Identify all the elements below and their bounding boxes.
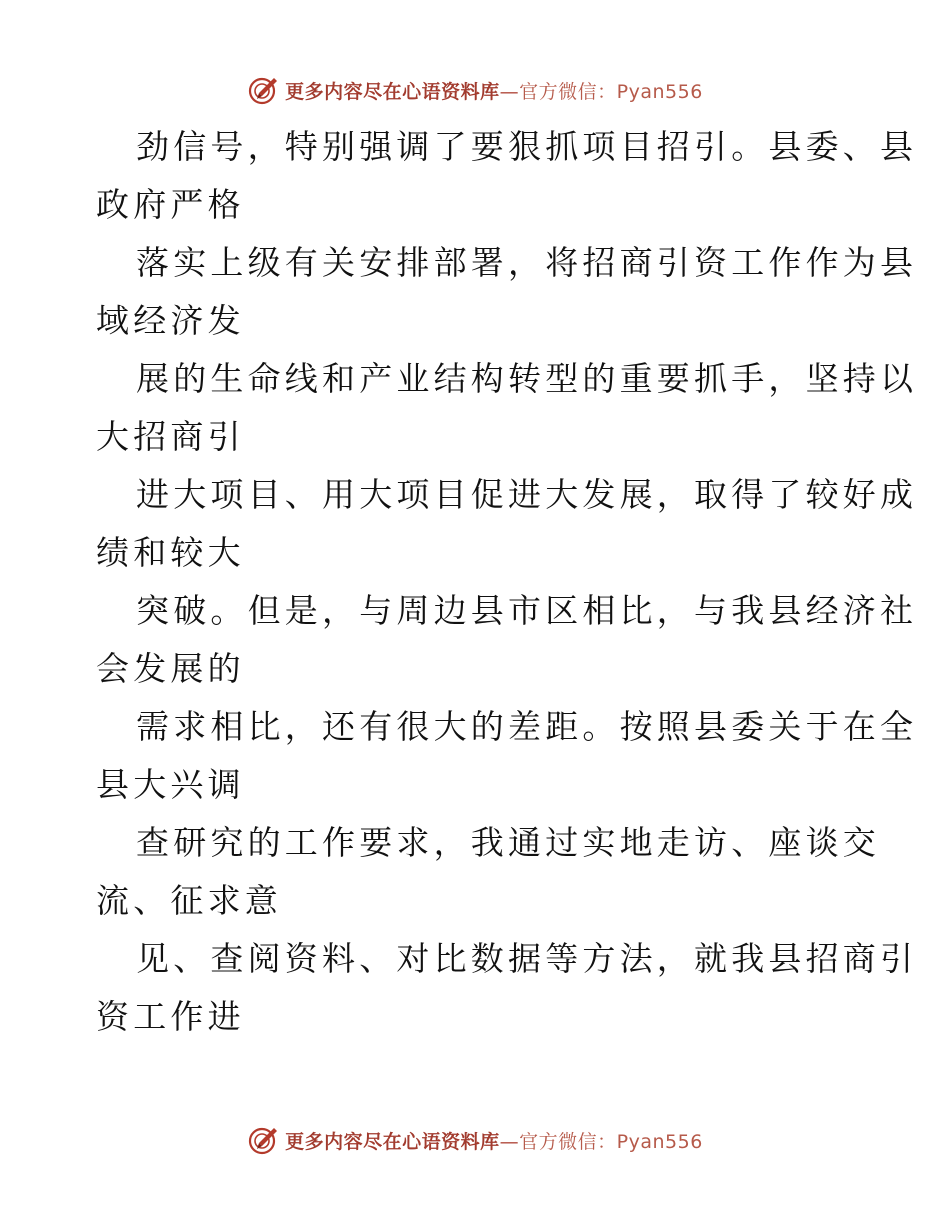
line-main: 见、查阅资料、对比数据等方法，就我县招商引 xyxy=(136,939,918,978)
line-main: 需求相比，还有很大的差距。按照县委关于在全 xyxy=(136,707,918,746)
footer-banner xyxy=(0,1120,950,1160)
text-line xyxy=(96,466,918,582)
text-line xyxy=(96,698,918,814)
header-banner xyxy=(0,70,950,110)
text-line xyxy=(96,118,918,234)
footer-banner-sep: — xyxy=(499,1130,520,1153)
line-main: 展的生命线和产业结构转型的重要抓手，坚持以 xyxy=(136,359,918,398)
brand-logo-icon xyxy=(247,1123,281,1157)
footer-banner-wechat: 官方微信：Pyan556 xyxy=(519,1130,703,1153)
brand-logo-icon xyxy=(247,73,281,107)
line-main: 进大项目、用大项目促进大发展，取得了较好成 xyxy=(136,475,918,514)
line-main: 落实上级有关安排部署，将招商引资工作作为县 xyxy=(136,243,918,282)
text-line xyxy=(96,350,918,466)
header-banner-text xyxy=(285,77,703,104)
line-wrap: 流、征求意 xyxy=(96,881,282,920)
line-wrap: 大招商引 xyxy=(96,417,245,456)
line-main: 劲信号，特别强调了要狠抓项目招引。县委、县 xyxy=(136,127,918,166)
footer-banner-text xyxy=(285,1127,703,1154)
line-wrap: 域经济发 xyxy=(96,301,245,340)
line-wrap: 会发展的 xyxy=(96,649,245,688)
line-main: 查研究的工作要求，我通过实地走访、座谈交 xyxy=(136,823,880,862)
header-banner-wechat: 官方微信：Pyan556 xyxy=(519,80,703,103)
line-wrap: 县大兴调 xyxy=(96,765,245,804)
footer-banner-main: 更多内容尽在心语资料库 xyxy=(285,1130,500,1153)
line-wrap: 政府严格 xyxy=(96,185,245,224)
header-banner-main: 更多内容尽在心语资料库 xyxy=(285,80,500,103)
text-line xyxy=(96,582,918,698)
document-body xyxy=(96,118,918,1046)
line-wrap: 绩和较大 xyxy=(96,533,245,572)
text-line xyxy=(96,930,918,1046)
line-main: 突破。但是，与周边县市区相比，与我县经济社 xyxy=(136,591,918,630)
text-line xyxy=(96,234,918,350)
line-wrap: 资工作进 xyxy=(96,997,245,1036)
text-line xyxy=(96,814,880,930)
header-banner-sep: — xyxy=(499,80,520,103)
